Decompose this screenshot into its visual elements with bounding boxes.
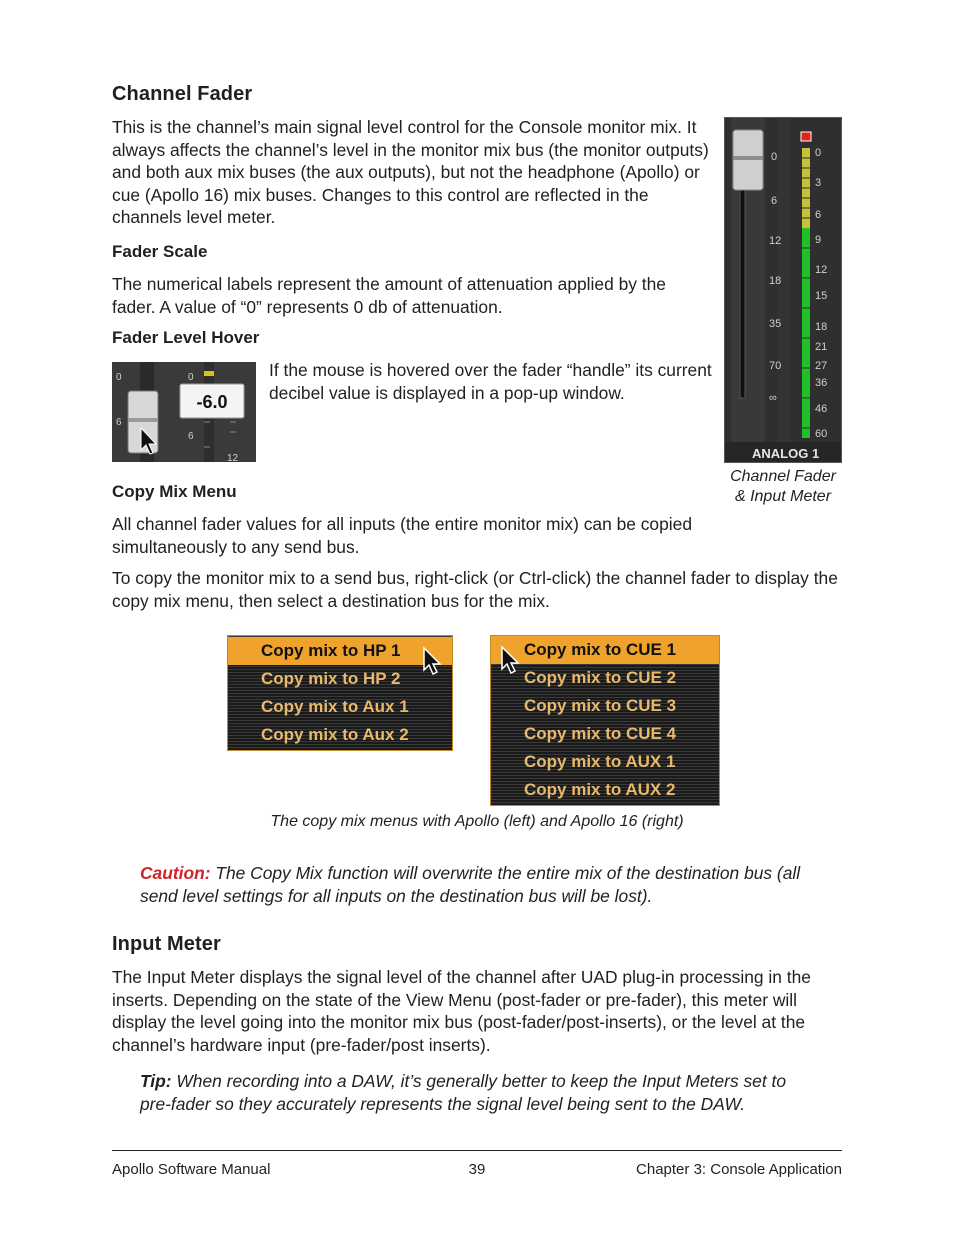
- channel-fader-illustration: [725, 118, 842, 463]
- channel-fader-handle[interactable]: [733, 130, 763, 190]
- channel-name-label: ANALOG 1: [752, 446, 820, 461]
- svg-text:46: 46: [815, 403, 828, 415]
- subheading-copy-mix-menu: Copy Mix Menu: [112, 482, 237, 501]
- fader-scale-text: The numerical labels represent the amount of attenuation applied by the fader. A value of “0” represents 0 db of attenuation.: [112, 274, 666, 317]
- section-heading-input-meter: Input Meter: [112, 933, 221, 955]
- menu-item-copy-mix-cue3[interactable]: Copy mix to CUE 3: [524, 696, 677, 715]
- svg-text:21: 21: [815, 341, 828, 353]
- svg-text:18: 18: [769, 275, 782, 287]
- fader-image-caption-line2: & Input Meter: [734, 488, 832, 505]
- hover-scale-label: 12: [227, 453, 239, 462]
- svg-text:∞: ∞: [769, 392, 777, 404]
- copy-mix-menu-apollo: [227, 635, 453, 751]
- fader-image-caption-line1: Channel Fader: [730, 468, 836, 485]
- caution-note: [140, 862, 830, 907]
- menu-item-copy-mix-cue2[interactable]: Copy mix to CUE 2: [524, 668, 677, 687]
- input-meter-text: The Input Meter displays the signal level of the channel after UAD plug-in processing in the inserts. Depending on the state of the View Menu (post-fader or pre-fader), this meter will display the level going into the monitor mix bus (post-fader/post-inserts), or the level at the channel’s hardware input (pre-fader/post inserts).: [112, 967, 811, 1055]
- svg-text:60: 60: [815, 428, 828, 440]
- menu-item-copy-mix-hp1[interactable]: Copy mix to HP 1: [228, 637, 452, 665]
- fader-hover-image: [112, 362, 256, 462]
- hover-scale-label: 6: [116, 417, 122, 428]
- copy-mix-text-1: All channel fader values for all inputs (the entire monitor mix) can be copied simultaneously to any send bus.: [112, 514, 692, 557]
- subheading-fader-scale: Fader Scale: [112, 242, 208, 261]
- svg-text:6: 6: [815, 209, 822, 221]
- svg-text:0: 0: [771, 151, 778, 163]
- menu-item-copy-mix-hp2[interactable]: Copy mix to HP 2: [261, 669, 401, 688]
- caution-label: Caution:: [140, 863, 211, 883]
- svg-text:12: 12: [815, 264, 828, 276]
- copy-mix-text-2: To copy the monitor mix to a send bus, right-click (or Ctrl-click) the channel fader to display the copy mix menu, then select a destination bus for the mix.: [112, 568, 838, 611]
- hover-scale-label: 0: [116, 372, 122, 383]
- fader-hover-illustration: [112, 362, 256, 462]
- tip-note: [140, 1070, 820, 1115]
- svg-text:9: 9: [815, 234, 822, 246]
- svg-text:3: 3: [815, 177, 822, 189]
- svg-text:35: 35: [769, 318, 782, 330]
- footer-page-number: 39: [468, 1161, 486, 1178]
- mouse-pointer-icon: [422, 646, 444, 676]
- menu-item-copy-mix-aux2[interactable]: Copy mix to Aux 2: [261, 725, 409, 744]
- svg-text:36: 36: [815, 377, 828, 389]
- db-value-popup-text: -6.0: [196, 392, 228, 412]
- copy-mix-menu-apollo16: [490, 635, 720, 806]
- footer-divider: [112, 1150, 842, 1151]
- menu-item-copy-mix-aux1[interactable]: Copy mix to Aux 1: [261, 697, 409, 716]
- svg-text:18: 18: [815, 321, 828, 333]
- channel-fader-image: [724, 117, 842, 463]
- mouse-pointer-icon: [500, 645, 522, 675]
- clip-indicator[interactable]: [801, 132, 811, 141]
- svg-text:70: 70: [769, 360, 782, 372]
- footer-manual-title: Apollo Software Manual: [112, 1161, 271, 1178]
- tip-label: Tip:: [140, 1071, 172, 1091]
- fader-hover-text: If the mouse is hovered over the fader “handle” its current decibel value is displayed in a pop-up window.: [269, 360, 712, 403]
- subheading-fader-level-hover: Fader Level Hover: [112, 328, 260, 347]
- svg-text:0: 0: [815, 147, 822, 159]
- svg-text:6: 6: [771, 195, 778, 207]
- menu-item-copy-mix-aux2[interactable]: Copy mix to AUX 2: [524, 780, 676, 799]
- fader-image-caption: [724, 467, 842, 507]
- tip-text: When recording into a DAW, it’s generally better to keep the Input Meters set to pre-fader so they accurately represents the signal level being sent to the DAW.: [140, 1071, 787, 1114]
- meter-green-segment: [802, 228, 810, 438]
- menu-item-copy-mix-aux1[interactable]: Copy mix to AUX 1: [524, 752, 676, 771]
- channel-fader-intro: This is the channel’s main signal level control for the Console monitor mix. It always affects the channel’s level in the monitor mix bus (the monitor outputs) and both aux mix buses (the aux outputs), but not the headphone (Apollo) or cue (Apollo 16) mix buses. Changes to this control are reflected in the channels level meter.: [112, 117, 709, 227]
- footer-chapter: Chapter 3: Console Application: [636, 1161, 842, 1178]
- section-heading-channel-fader: Channel Fader: [112, 83, 253, 105]
- hover-scale-label: 0: [188, 372, 194, 383]
- caution-text: The Copy Mix function will overwrite the entire mix of the destination bus (all send level settings for all inputs on the destination bus will be lost).: [140, 863, 801, 906]
- hover-scale-label: 6: [188, 431, 194, 442]
- copy-mix-menus-caption: The copy mix menus with Apollo (left) and Apollo 16 (right): [270, 813, 684, 830]
- menu-item-copy-mix-cue1[interactable]: Copy mix to CUE 1: [491, 636, 719, 664]
- svg-text:12: 12: [769, 235, 782, 247]
- menu-item-copy-mix-cue4[interactable]: Copy mix to CUE 4: [524, 724, 677, 743]
- svg-text:15: 15: [815, 290, 828, 302]
- svg-text:27: 27: [815, 360, 828, 372]
